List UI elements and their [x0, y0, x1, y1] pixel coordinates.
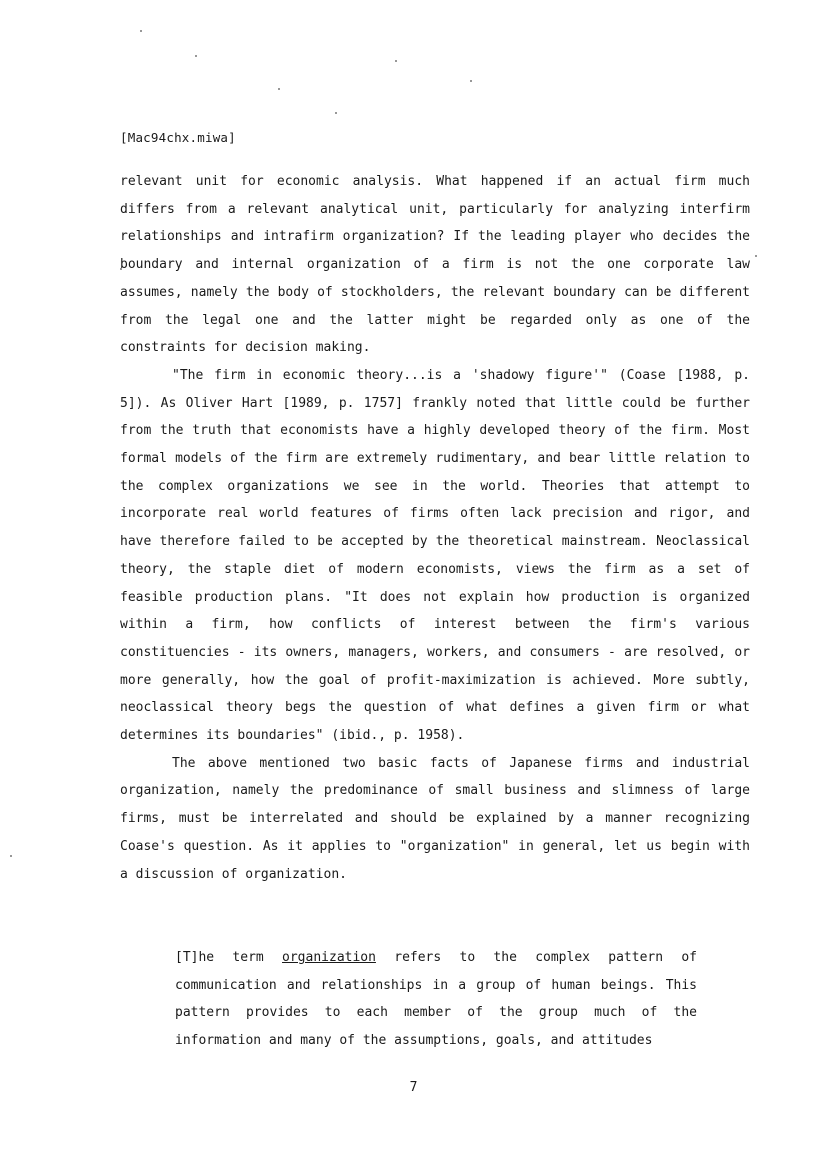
block-quote [175, 944, 697, 1055]
scan-speck [395, 60, 397, 62]
scan-speck [140, 30, 142, 32]
scan-speck [470, 80, 472, 82]
document-tag: [Mac94chx.miwa] [120, 130, 236, 145]
scan-speck [195, 55, 197, 57]
scan-speck [278, 88, 280, 90]
scan-speck [755, 255, 757, 257]
scan-speck [335, 112, 337, 114]
page-number: 7 [409, 1080, 418, 1095]
quote-underlined-term: organization [282, 950, 376, 965]
scan-speck [10, 855, 12, 857]
body-text [120, 168, 750, 888]
paragraph-2: "The firm in economic theory...is a 'shadowy figure'" (Coase [1988, p. 5]). As Oliver Hart [1989, p. 1757] frankly noted that little could be further from the truth that economists have a highly developed theory of the firm. Most formal models of the firm are extremely rudimentary, and bear little relation to the complex organizations we see in the world. Theories that attempt to incorporate real world features of firms often lack precision and rigor, and have therefore failed to be accepted by the theoretical mainstream. Neoclassical theory, the staple diet of modern economists, views the firm as a set of feasible production plans. "It does not explain how production is organized within a firm, how conflicts of interest between the firm's various constituencies - its owners, managers, workers, and consumers - are resolved, or more generally, how the goal of profit-maximization is achieved. More subtly, neoclassical theory begs the question of what defines a given firm or what determines its boundaries" (ibid., p. 1958). [120, 367, 750, 744]
paragraph-1: relevant unit for economic analysis. What happened if an actual firm much differs from a relevant analytical unit, particularly for analyzing interfirm relationships and intrafirm organization? If the leading player who decides the boundary and internal organization of a firm is not the one corporate law assumes, namely the body of stockholders, the relevant boundary can be different from the legal one and the latter might be regarded only as one of the constraints for decision making. [120, 174, 750, 356]
quote-rest: refers to the complex pattern of communication and relationships in a group of human beings. This pattern provides to each member of the group much of the information and many of the assumptions, goals, and attitudes [175, 950, 698, 1049]
paragraph-3: The above mentioned two basic facts of Japanese firms and industrial organization, namely the predominance of small business and slimness of large firms, must be interrelated and should be explained by a manner recognizing Coase's question. As it applies to "organization" in general, let us begin with a discussion of organization. [120, 755, 750, 882]
block-quote-text [175, 944, 697, 1055]
quote-prefix: [T]he term [175, 950, 283, 965]
